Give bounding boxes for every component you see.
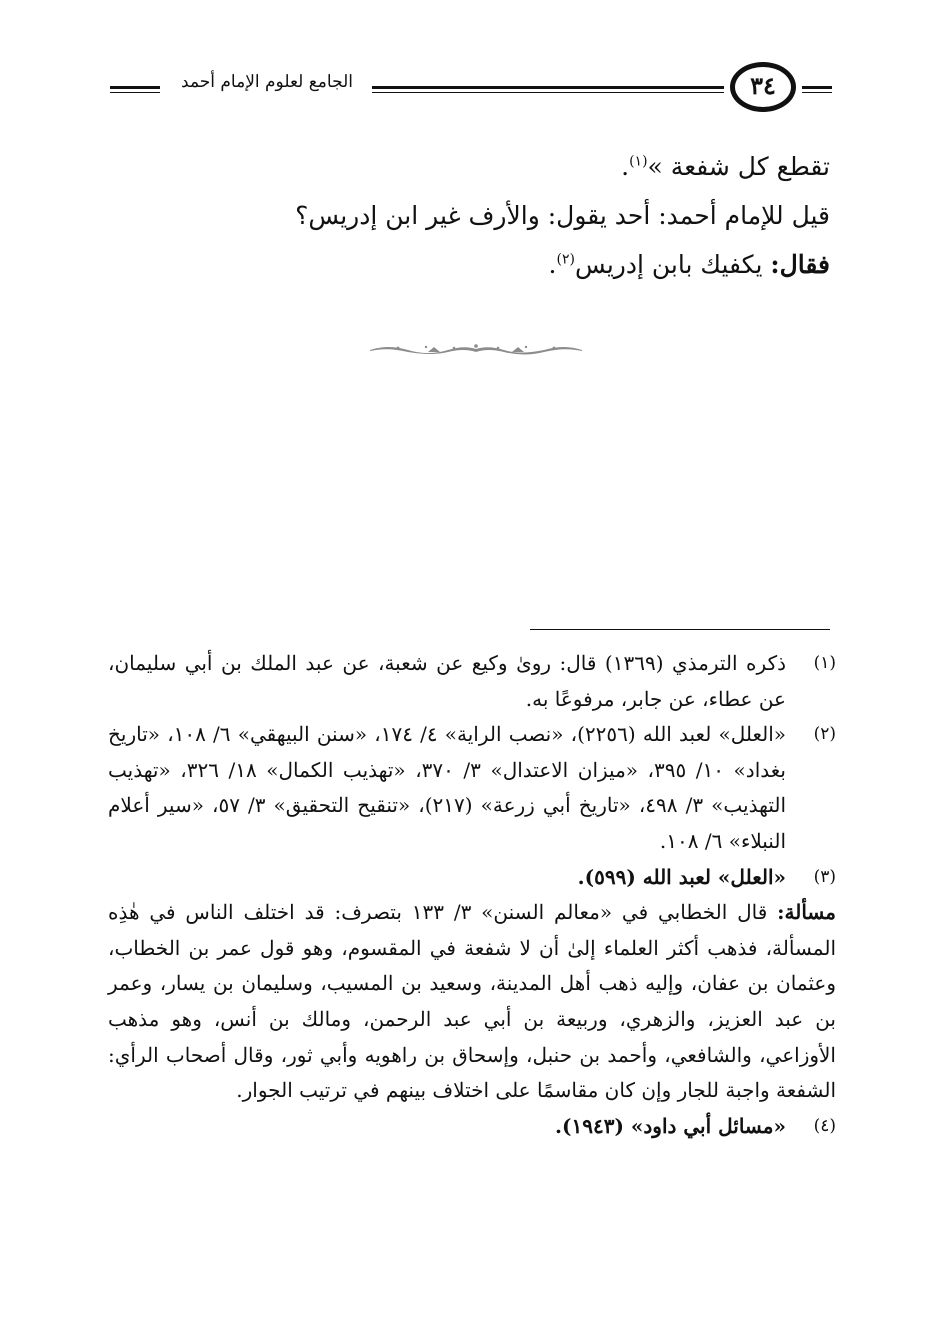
main-line-1-end: . [621, 152, 630, 181]
masala-paragraph [108, 895, 836, 1109]
footnote-text: ذكره الترمذي (١٣٦٩) قال: رویٰ وكيع عن شعبة، عن عبد الملك بن أبي سليمان، عن عطاء، عن جابر، مرفوعًا به. [108, 651, 786, 711]
footnote-number: (٤) [813, 1115, 836, 1136]
footnote-4 [108, 1109, 836, 1145]
footnote-ref-2: (٢) [556, 251, 575, 268]
section-ornament [368, 340, 584, 356]
footnotes [108, 646, 836, 1144]
page-number-ring [730, 62, 796, 112]
header-rule-middle [372, 86, 724, 93]
footnote-number: (١) [813, 653, 836, 673]
main-line-3-text: يكفيك بابن إدريس [574, 250, 771, 279]
footnote-2 [108, 717, 836, 859]
header-rule-right [802, 86, 832, 93]
masala-text: قال الخطابي في «معالم السنن» ٣/ ١٣٣ بتصرف: قد اختلف الناس في هٰذِه المسألة، فذهب أكثر العلماء إلىٰ أن لا شفعة في المقسوم، وهو قول عمر بن الخطاب، وعثمان بن عفان، وإليه ذهب أهل المدينة، وسعيد بن المسيب، وسليمان بن يسار، وعمر بن عبد العزيز، والزهري، وربيعة بن أبي عبد الرحمن، ومالك بن أنس، وهو مذهب الأوزاعي، والشافعي، وأحمد بن حنبل، وإسحاق بن راهويه وأبي ثور، وقال أصحاب الرأي: الشفعة واجبة للجار وإن كان مقاسمًا على اختلاف بينهم في ترتيب الجوار. [108, 900, 836, 1103]
main-line-1 [110, 142, 830, 191]
main-line-3-bold: فقال: [770, 250, 830, 279]
footnote-separator [530, 629, 830, 630]
page-number: ٣٤ [750, 71, 776, 100]
footnote-number: (٣) [813, 866, 836, 887]
main-line-1-text: تقطع كل شفعة » [647, 152, 830, 181]
main-line-2: قيل للإمام أحمد: أحد يقول: والأرف غير ابن إدريس؟ [295, 201, 830, 230]
main-line-3-end: . [548, 250, 557, 279]
footnote-1 [108, 646, 836, 717]
footnote-text: «العلل» لعبد الله (٥٩٩). [577, 864, 786, 889]
header-rule-left [110, 86, 160, 93]
footnote-text: «مسائل أبي داود» (١٩٤٣). [555, 1113, 786, 1138]
masala-label: مسألة: [777, 900, 836, 925]
running-title: الجامع لعلوم الإمام أحمد [181, 72, 353, 92]
footnote-3 [108, 860, 836, 896]
main-text [110, 142, 830, 289]
main-line-3 [110, 240, 830, 289]
footnote-text: «العلل» لعبد الله (٢٢٥٦)، «نصب الراية» ٤/ ١٧٤، «سنن البيهقي» ٦/ ١٠٨، «تاريخ بغداد» ١٠/ ٣٩٥، «ميزان الاعتدال» ٣/ ٣٧٠، «تهذيب الكمال» ١٨/ ٣٢٦، «تهذيب التهذيب» ٣/ ٤٩٨، «تاريخ أبي زرعة» (٢١٧)، «تنقيح التحقيق» ٣/ ٥٧، «سير أعلام النبلاء» ٦/ ١٠٨. [108, 722, 786, 853]
footnote-number: (٢) [813, 724, 836, 745]
footnote-ref-1: (١) [629, 153, 648, 170]
